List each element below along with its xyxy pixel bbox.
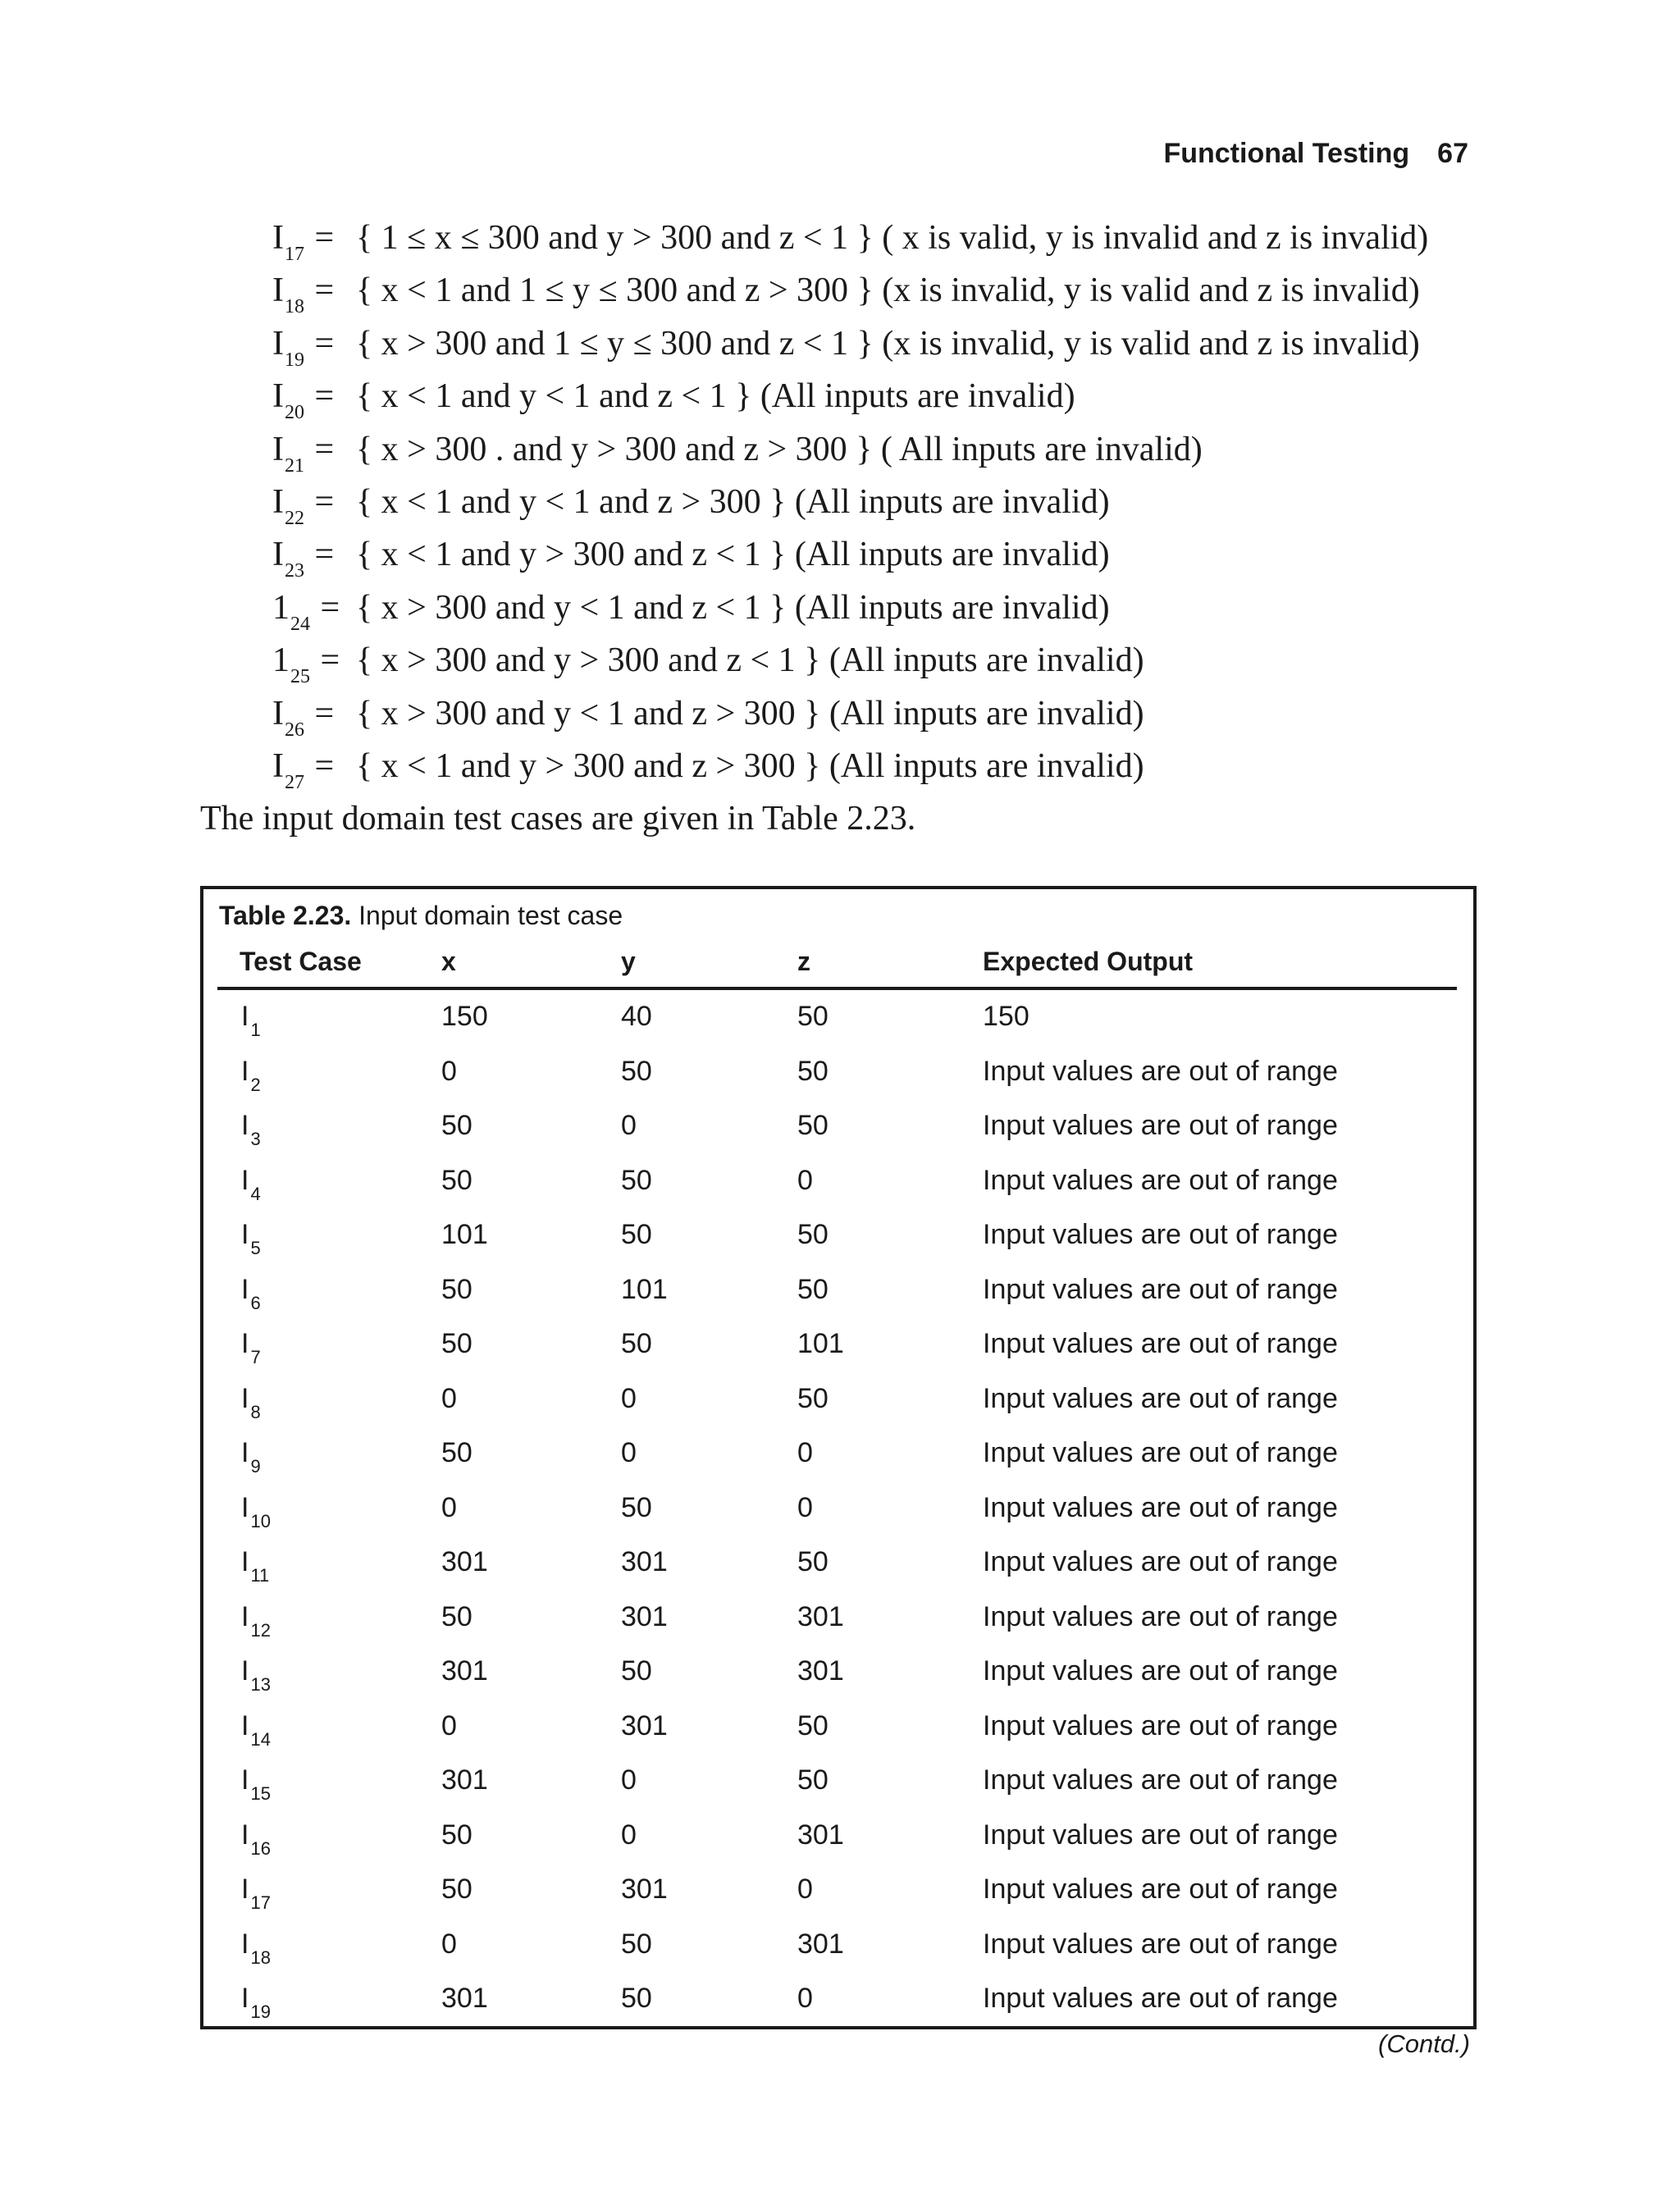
header-z: z xyxy=(797,947,810,976)
cell-y: 50 xyxy=(621,1655,652,1687)
cell-test-case xyxy=(241,1874,271,1914)
page-number: 67 xyxy=(1437,138,1468,169)
equation-line xyxy=(272,740,1428,792)
case-symbol: I xyxy=(241,1600,249,1632)
cell-x: 0 xyxy=(441,1055,457,1087)
table-row xyxy=(203,1165,1473,1219)
case-symbol: I xyxy=(241,1874,249,1905)
cell-x: 301 xyxy=(441,1764,488,1796)
case-subscript: 13 xyxy=(250,1674,271,1695)
case-subscript: 10 xyxy=(250,1510,271,1531)
table-row xyxy=(203,1710,1473,1764)
cell-y: 50 xyxy=(621,1055,652,1087)
cell-expected-output: Input values are out of range xyxy=(983,1110,1338,1141)
equation-line xyxy=(272,423,1428,476)
equation-note: (x is invalid, y is valid and z is invalid) xyxy=(882,272,1420,310)
equation-list xyxy=(272,212,1428,792)
cell-test-case xyxy=(241,1328,261,1368)
cell-x: 0 xyxy=(441,1709,457,1741)
header-rule xyxy=(217,987,1457,990)
case-symbol: I xyxy=(241,1328,249,1359)
cell-z: 50 xyxy=(797,1055,829,1087)
cell-test-case xyxy=(241,1764,271,1805)
equation-line xyxy=(272,582,1428,634)
cell-test-case xyxy=(241,1274,261,1314)
case-symbol: I xyxy=(241,1001,249,1032)
cell-z: 301 xyxy=(797,1928,844,1960)
equation-set: { x > 300 and 1 ≤ y ≤ 300 and z < 1 } xyxy=(356,324,874,363)
cell-expected-output: Input values are out of range xyxy=(983,1819,1338,1851)
case-symbol: I xyxy=(241,1764,249,1796)
case-subscript: 9 xyxy=(250,1456,261,1477)
cell-y: 301 xyxy=(621,1546,668,1577)
case-symbol: I xyxy=(241,1983,249,2014)
cell-y: 0 xyxy=(621,1437,637,1468)
cell-expected-output: Input values are out of range xyxy=(983,1600,1338,1632)
cell-z: 50 xyxy=(797,1546,829,1577)
table-row xyxy=(203,1874,1473,1928)
equation-line xyxy=(272,317,1428,370)
cell-expected-output: Input values are out of range xyxy=(983,1928,1338,1960)
cell-test-case xyxy=(241,1056,261,1096)
table-row xyxy=(203,1546,1473,1600)
cell-z: 50 xyxy=(797,1764,829,1796)
case-subscript: 18 xyxy=(250,1947,271,1968)
case-subscript: 11 xyxy=(250,1565,270,1586)
equals-sign: = xyxy=(306,377,335,416)
cell-test-case xyxy=(241,1219,261,1259)
table-row xyxy=(203,1328,1473,1382)
cell-y: 301 xyxy=(621,1600,668,1632)
cell-test-case xyxy=(241,1710,271,1750)
case-subscript: 6 xyxy=(250,1292,261,1313)
cell-expected-output: Input values are out of range xyxy=(983,1437,1338,1468)
equals-sign: = xyxy=(306,482,335,521)
cell-expected-output: Input values are out of range xyxy=(983,1219,1338,1250)
cell-x: 101 xyxy=(441,1219,488,1250)
case-symbol: I xyxy=(241,1382,249,1414)
case-symbol: I xyxy=(241,1437,249,1468)
cell-z: 0 xyxy=(797,1874,813,1905)
equals-sign: = xyxy=(306,694,335,733)
equation-set: { x > 300 and y < 1 and z > 300 } xyxy=(356,694,821,733)
case-symbol: I xyxy=(241,1928,249,1960)
cell-z: 50 xyxy=(797,1001,829,1032)
case-subscript: 7 xyxy=(250,1347,261,1367)
cell-expected-output: Input values are out of range xyxy=(983,1655,1338,1687)
cell-y: 301 xyxy=(621,1874,668,1905)
cell-y: 50 xyxy=(621,1328,652,1359)
cell-expected-output: Input values are out of range xyxy=(983,1491,1338,1523)
case-symbol: I xyxy=(241,1055,249,1087)
equation-set: { x < 1 and y > 300 and z > 300 } xyxy=(356,746,821,785)
equation-symbol: I xyxy=(272,272,284,310)
case-subscript: 12 xyxy=(250,1619,271,1641)
case-subscript: 5 xyxy=(250,1238,261,1258)
equation-subscript: 21 xyxy=(285,454,304,477)
cell-x: 0 xyxy=(441,1491,457,1523)
cell-test-case xyxy=(241,1383,261,1423)
equation-subscript: 23 xyxy=(285,560,304,582)
table-row xyxy=(203,1437,1473,1491)
equation-line xyxy=(272,528,1428,581)
cell-z: 0 xyxy=(797,1491,813,1523)
cell-test-case xyxy=(241,1165,261,1205)
intro-paragraph: The input domain test cases are given in Table 2.23. xyxy=(200,800,916,838)
equation-set: { x < 1 and y < 1 and z < 1 } xyxy=(356,377,752,416)
table-row xyxy=(203,1274,1473,1328)
cell-z: 301 xyxy=(797,1819,844,1851)
cell-test-case xyxy=(241,1819,271,1860)
case-subscript: 17 xyxy=(250,1892,271,1913)
equation-line xyxy=(272,264,1428,317)
table-row xyxy=(203,1655,1473,1709)
cell-x: 50 xyxy=(441,1273,472,1305)
cell-x: 50 xyxy=(441,1328,472,1359)
cell-x: 0 xyxy=(441,1382,457,1414)
equation-subscript: 17 xyxy=(285,244,304,265)
table-row xyxy=(203,1056,1473,1110)
cell-z: 50 xyxy=(797,1273,829,1305)
cell-z: 301 xyxy=(797,1600,844,1632)
cell-expected-output: Input values are out of range xyxy=(983,1764,1338,1796)
equation-symbol: I xyxy=(272,746,284,785)
table-row xyxy=(203,1001,1473,1055)
equation-symbol: I xyxy=(272,377,284,416)
cell-expected-output: Input values are out of range xyxy=(983,1273,1338,1305)
cell-y: 301 xyxy=(621,1709,668,1741)
cell-test-case xyxy=(241,1001,261,1041)
cell-z: 0 xyxy=(797,1983,813,2014)
equation-subscript: 24 xyxy=(290,613,310,635)
cell-x: 150 xyxy=(441,1001,488,1032)
equation-symbol: I xyxy=(272,430,284,468)
cell-test-case xyxy=(241,1492,271,1532)
case-subscript: 8 xyxy=(250,1401,261,1422)
cell-test-case xyxy=(241,1601,271,1641)
cell-x: 301 xyxy=(441,1655,488,1687)
table-row xyxy=(203,1110,1473,1164)
cell-x: 50 xyxy=(441,1819,472,1851)
header-x: x xyxy=(441,947,456,976)
equation-symbol: I xyxy=(272,536,284,574)
equation-note: ( x is valid, y is invalid and z is invalid) xyxy=(882,219,1429,257)
case-symbol: I xyxy=(241,1546,249,1577)
equals-sign: = xyxy=(312,588,340,627)
equation-symbol: I xyxy=(272,694,284,733)
equation-symbol: 1 xyxy=(272,641,290,680)
equation-subscript: 18 xyxy=(285,296,304,318)
cell-y: 50 xyxy=(621,1219,652,1250)
case-subscript: 3 xyxy=(250,1129,261,1149)
equation-subscript: 19 xyxy=(285,349,304,371)
case-symbol: I xyxy=(241,1819,249,1851)
equation-set: { 1 ≤ x ≤ 300 and y > 300 and z < 1 } xyxy=(356,219,874,257)
cell-test-case xyxy=(241,1437,261,1477)
equals-sign: = xyxy=(306,324,335,363)
cell-expected-output: Input values are out of range xyxy=(983,1983,1338,2014)
case-symbol: I xyxy=(241,1273,249,1305)
case-subscript: 14 xyxy=(250,1728,271,1750)
cell-z: 101 xyxy=(797,1328,844,1359)
case-symbol: I xyxy=(241,1219,249,1250)
running-head-title: Functional Testing xyxy=(1163,138,1410,169)
cell-x: 301 xyxy=(441,1546,488,1577)
equals-sign: = xyxy=(312,641,340,680)
equation-line xyxy=(272,212,1428,264)
cell-z: 50 xyxy=(797,1382,829,1414)
cell-x: 50 xyxy=(441,1110,472,1141)
table-caption-text: Input domain test case xyxy=(358,901,623,930)
cell-z: 50 xyxy=(797,1219,829,1250)
equation-subscript: 26 xyxy=(285,719,304,741)
cell-y: 0 xyxy=(621,1110,637,1141)
cell-x: 301 xyxy=(441,1983,488,2014)
cell-x: 50 xyxy=(441,1164,472,1196)
cell-expected-output: Input values are out of range xyxy=(983,1164,1338,1196)
cell-x: 0 xyxy=(441,1928,457,1960)
cell-test-case xyxy=(241,1983,271,2023)
equation-note: (All inputs are invalid) xyxy=(760,377,1075,416)
case-subscript: 1 xyxy=(250,1020,261,1040)
cell-y: 50 xyxy=(621,1164,652,1196)
case-subscript: 19 xyxy=(250,2001,271,2022)
equation-symbol: I xyxy=(272,324,284,363)
cell-x: 50 xyxy=(441,1874,472,1905)
cell-y: 0 xyxy=(621,1764,637,1796)
cell-expected-output: Input values are out of range xyxy=(983,1546,1338,1577)
equation-symbol: I xyxy=(272,482,284,521)
equation-set: { x < 1 and y > 300 and z < 1 } xyxy=(356,536,787,574)
cell-y: 50 xyxy=(621,1491,652,1523)
header-test-case: Test Case xyxy=(240,947,362,976)
equation-note: (All inputs are invalid) xyxy=(829,746,1144,785)
equation-set: { x < 1 and 1 ≤ y ≤ 300 and z > 300 } xyxy=(356,272,874,310)
cell-y: 40 xyxy=(621,1001,652,1032)
case-symbol: I xyxy=(241,1164,249,1196)
cell-y: 0 xyxy=(621,1819,637,1851)
cell-expected-output: Input values are out of range xyxy=(983,1328,1338,1359)
cell-z: 50 xyxy=(797,1110,829,1141)
table-row xyxy=(203,1819,1473,1874)
continued-label: (Contd.) xyxy=(1378,2029,1470,2058)
table-row xyxy=(203,1492,1473,1546)
table-row xyxy=(203,1383,1473,1437)
table-row xyxy=(203,1764,1473,1819)
equals-sign: = xyxy=(306,536,335,574)
table-row xyxy=(203,1601,1473,1655)
case-symbol: I xyxy=(241,1709,249,1741)
table-caption-label: Table 2.23. xyxy=(219,901,352,930)
equals-sign: = xyxy=(306,430,335,468)
table-header-row xyxy=(203,947,1473,984)
cell-test-case xyxy=(241,1110,261,1150)
equals-sign: = xyxy=(306,219,335,257)
table-caption xyxy=(219,901,623,931)
test-case-table xyxy=(200,886,1477,2029)
cell-expected-output: Input values are out of range xyxy=(983,1055,1338,1087)
cell-z: 0 xyxy=(797,1437,813,1468)
cell-y: 50 xyxy=(621,1983,652,2014)
equation-set: { x < 1 and y < 1 and z > 300 } xyxy=(356,482,787,521)
case-subscript: 4 xyxy=(250,1183,261,1204)
equation-set: { x > 300 . and y > 300 and z > 300 } xyxy=(356,430,873,468)
case-symbol: I xyxy=(241,1491,249,1523)
equation-line xyxy=(272,370,1428,422)
case-subscript: 15 xyxy=(250,1783,271,1804)
header-expected-output: Expected Output xyxy=(983,947,1194,976)
equation-line xyxy=(272,634,1428,687)
cell-test-case xyxy=(241,1655,271,1696)
case-subscript: 2 xyxy=(250,1074,261,1095)
cell-expected-output: Input values are out of range xyxy=(983,1709,1338,1741)
cell-y: 101 xyxy=(621,1273,668,1305)
equation-subscript: 20 xyxy=(285,402,304,424)
equation-note: (All inputs are invalid) xyxy=(794,536,1110,574)
cell-z: 0 xyxy=(797,1164,813,1196)
cell-x: 50 xyxy=(441,1437,472,1468)
equation-symbol: 1 xyxy=(272,588,290,627)
equation-note: (All inputs are invalid) xyxy=(794,588,1110,627)
equation-subscript: 27 xyxy=(285,771,304,793)
table-row xyxy=(203,1983,1473,2037)
equation-set: { x > 300 and y > 300 and z < 1 } xyxy=(356,641,821,680)
equation-subscript: 25 xyxy=(290,666,310,688)
equals-sign: = xyxy=(306,272,335,310)
cell-test-case xyxy=(241,1928,271,1969)
header-y: y xyxy=(621,947,636,976)
case-symbol: I xyxy=(241,1110,249,1141)
cell-x: 50 xyxy=(441,1600,472,1632)
cell-z: 301 xyxy=(797,1655,844,1687)
equation-note: (All inputs are invalid) xyxy=(829,641,1144,680)
table-row xyxy=(203,1219,1473,1273)
equals-sign: = xyxy=(306,746,335,785)
cell-expected-output: Input values are out of range xyxy=(983,1382,1338,1414)
equation-note: (All inputs are invalid) xyxy=(794,482,1110,521)
cell-y: 50 xyxy=(621,1928,652,1960)
running-head xyxy=(1163,138,1468,170)
equation-line xyxy=(272,687,1428,740)
cell-test-case xyxy=(241,1546,269,1586)
equation-note: ( All inputs are invalid) xyxy=(880,430,1203,468)
equation-note: (All inputs are invalid) xyxy=(829,694,1144,733)
equation-subscript: 22 xyxy=(285,507,304,529)
cell-y: 0 xyxy=(621,1382,637,1414)
case-symbol: I xyxy=(241,1655,249,1687)
equation-note: (x is invalid, y is valid and z is invalid) xyxy=(882,324,1420,363)
equation-symbol: I xyxy=(272,219,284,257)
cell-expected-output: 150 xyxy=(983,1001,1029,1032)
case-subscript: 16 xyxy=(250,1837,271,1859)
cell-expected-output: Input values are out of range xyxy=(983,1874,1338,1905)
equation-set: { x > 300 and y < 1 and z < 1 } xyxy=(356,588,787,627)
equation-line xyxy=(272,476,1428,528)
table-row xyxy=(203,1928,1473,1983)
cell-z: 50 xyxy=(797,1709,829,1741)
